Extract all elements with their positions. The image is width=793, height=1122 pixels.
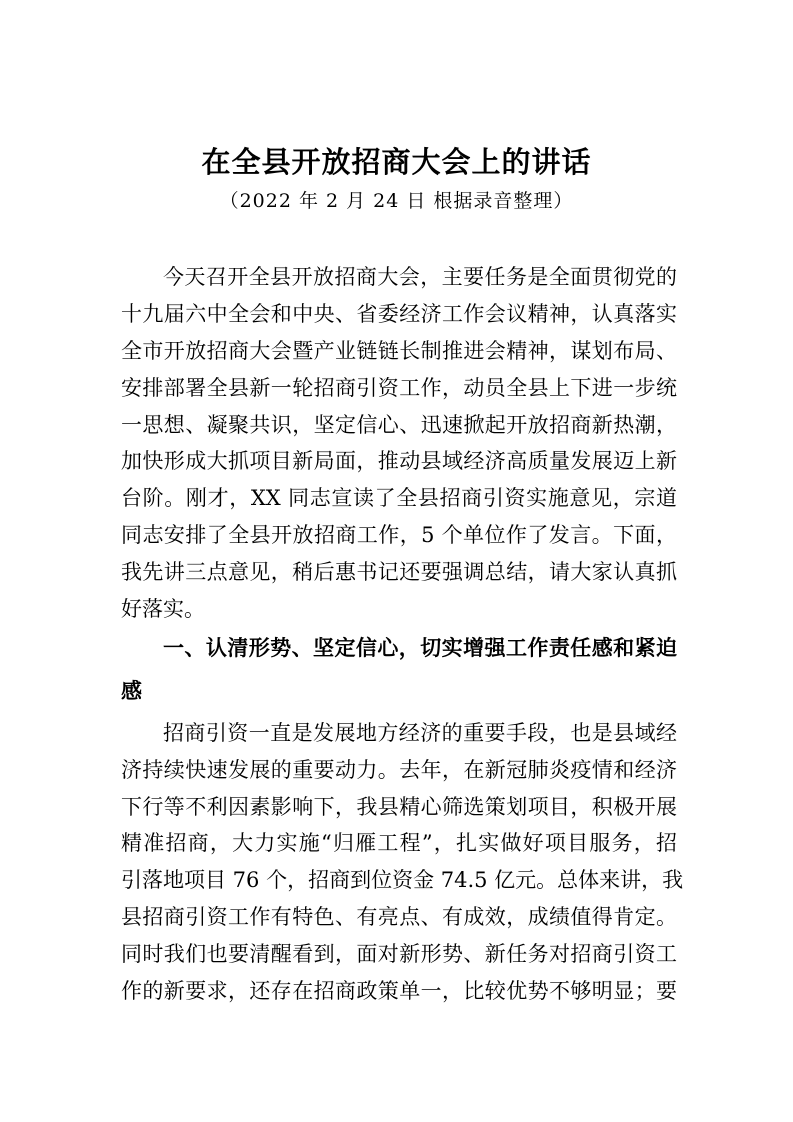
text-line: 招商引资一直是发展地方经济的重要手段，也是县域经 [163, 720, 677, 745]
text-line: 同时我们也要清醒看到，面对新形势、新任务对招商引资工 [121, 942, 677, 967]
text-line: 今天召开全县开放招商大会，主要任务是全面贯彻党的 [163, 265, 677, 289]
document-title: 在全县开放招商大会上的讲话 [201, 145, 592, 179]
text-line: 精准招商，大力实施“归雁工程”，扎实做好项目服务，招 [121, 831, 677, 856]
text-line: 十九届六中全会和中央、省委经济工作会议精神，认真落实 [121, 301, 677, 326]
text-line: 济持续快速发展的重要动力。去年，在新冠肺炎疫情和经济 [121, 757, 677, 782]
text-line: 引落地项目 76 个，招商到位资金 74.5 亿元。总体来讲，我 [121, 868, 684, 893]
section-heading [121, 630, 677, 715]
text-line: 加快形成大抓项目新局面，推动县域经济高质量发展迈上新 [121, 449, 677, 474]
heading-line: 一、认清形势、坚定信心，切实增强工作责任感和紧迫 [163, 635, 677, 660]
text-line: 好落实。 [121, 597, 205, 622]
heading-line: 感 [121, 678, 142, 703]
section-paragraph [121, 715, 684, 1010]
text-line: 作的新要求，还存在招商政策单一，比较优势不够明显；要 [121, 979, 677, 1004]
text-line: 台阶。刚才，XX 同志宣读了全县招商引资实施意见，宗道 [121, 486, 677, 511]
text-line: 全市开放招商大会暨产业链链长制推进会精神，谋划布局、 [121, 338, 677, 363]
intro-paragraph [121, 259, 677, 628]
text-line: 我先讲三点意见，稍后惠书记还要强调总结，请大家认真抓 [121, 560, 677, 585]
text-line: 县招商引资工作有特色、有亮点、有成效，成绩值得肯定。 [121, 905, 677, 930]
document-body [121, 259, 684, 1010]
text-line: 一思想、凝聚共识，坚定信心、迅速掀起开放招商新热潮， [121, 412, 677, 437]
text-line: 同志安排了全县开放招商工作，5 个单位作了发言。下面， [121, 523, 677, 548]
text-line: 安排部署全县新一轮招商引资工作，动员全县上下进一步统 [121, 375, 677, 400]
text-line: 下行等不利因素影响下，我县精心筛选策划项目，积极开展 [121, 794, 677, 819]
document-subtitle: （2022 年 2 月 24 日 根据录音整理） [219, 190, 574, 212]
